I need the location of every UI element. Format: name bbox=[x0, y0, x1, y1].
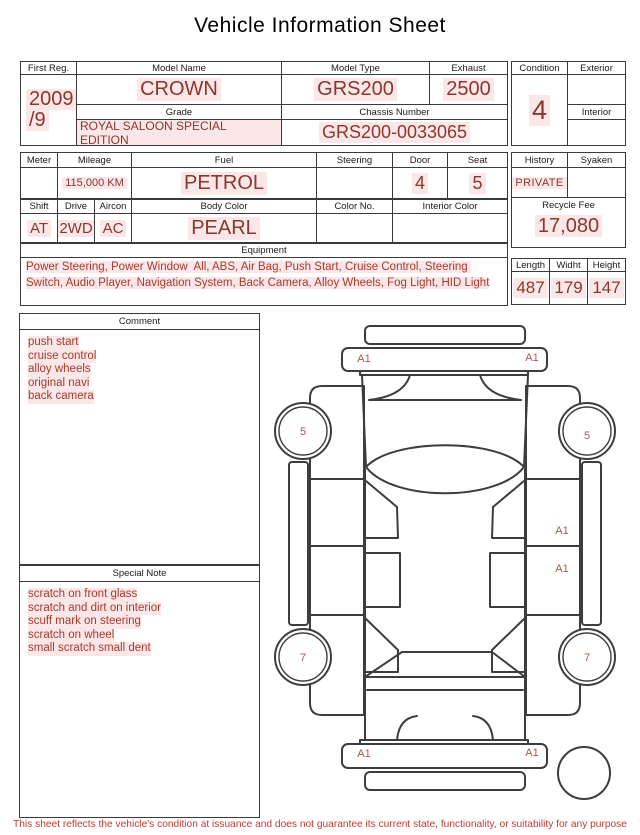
history-label: History bbox=[511, 152, 568, 168]
page-title: Vehicle Information Sheet bbox=[194, 14, 446, 37]
model-type-value: GRS200 bbox=[281, 74, 430, 105]
rear-window bbox=[365, 652, 525, 677]
special-note-line: scratch on front glass bbox=[28, 588, 138, 600]
body-color-value: PEARL bbox=[131, 213, 317, 243]
equipment-label: Equipment bbox=[20, 243, 508, 258]
first-reg-label: First Reg. bbox=[20, 61, 77, 75]
special-note-line: small scratch small dent bbox=[28, 642, 151, 654]
model-name-label: Model Name bbox=[76, 61, 282, 75]
aircon-value: AC bbox=[94, 213, 132, 243]
recycle-fee-box bbox=[511, 197, 626, 248]
chassis-value: GRS200-0033065 bbox=[281, 119, 508, 146]
front-seat-right bbox=[490, 553, 525, 607]
fuel-value: PETROL bbox=[131, 167, 317, 199]
seat-value: 5 bbox=[447, 167, 508, 199]
interior-value bbox=[567, 119, 626, 146]
front-seat-left bbox=[365, 553, 400, 607]
hood-cowl bbox=[369, 375, 521, 400]
rear-door-right bbox=[526, 546, 580, 615]
damage-label-front-bumper-left: A1 bbox=[357, 353, 371, 365]
comment-line: cruise control bbox=[28, 349, 97, 362]
height-label: Height bbox=[587, 258, 626, 272]
first-reg-month: /9 bbox=[26, 110, 49, 131]
front-door-left bbox=[310, 479, 364, 546]
body-sides bbox=[365, 469, 525, 740]
length-value: 487 bbox=[511, 271, 550, 305]
comment-line: alloy wheels bbox=[28, 363, 91, 375]
rear-door-left bbox=[310, 546, 364, 615]
damage-label-rear-wheel-right: 7 bbox=[583, 652, 591, 664]
model-name-value: CROWN bbox=[76, 74, 282, 105]
exterior-value bbox=[567, 74, 626, 105]
rear-bumper-bottom-strip bbox=[365, 772, 525, 790]
steering-value bbox=[316, 167, 393, 199]
c-pillars bbox=[365, 618, 525, 672]
rocker-panel-left bbox=[289, 462, 308, 625]
length-label: Length bbox=[511, 258, 550, 272]
a-pillars bbox=[365, 481, 525, 538]
syaken-label: Syaken bbox=[567, 152, 626, 168]
comment-text bbox=[20, 330, 259, 410]
damage-label-front-wheel-right: 5 bbox=[583, 430, 591, 442]
grade-label: Grade bbox=[76, 104, 282, 120]
height-value: 147 bbox=[587, 271, 626, 305]
special-note-text bbox=[20, 582, 259, 662]
damage-label-front-bumper-right: A1 bbox=[525, 352, 539, 364]
drive-value: 2WD bbox=[57, 213, 95, 243]
interior-label: Interior bbox=[567, 104, 626, 120]
damage-label-front-door-right: A1 bbox=[555, 525, 569, 537]
mileage-label: Mileage bbox=[57, 152, 132, 168]
width-label: Widht bbox=[549, 258, 588, 272]
damage-label-rear-wheel-left: 7 bbox=[299, 652, 307, 664]
first-reg-year: 2009 bbox=[26, 89, 77, 110]
front-bumper-top-strip bbox=[365, 326, 525, 344]
recycle-fee-value: 17,080 bbox=[512, 215, 625, 238]
fuel-label: Fuel bbox=[131, 152, 317, 168]
interior-color-value bbox=[392, 213, 508, 243]
front-bumper bbox=[342, 348, 547, 371]
damage-label-rear-door-right: A1 bbox=[555, 563, 569, 575]
syaken-value bbox=[567, 167, 626, 199]
car-damage-diagram bbox=[265, 312, 635, 812]
special-note-line: scratch on wheel bbox=[28, 628, 115, 641]
spare-tire bbox=[558, 747, 610, 799]
grade-value: ROYAL SALOON SPECIAL EDITION bbox=[76, 119, 282, 146]
equipment-box bbox=[20, 257, 508, 306]
special-note-box bbox=[19, 565, 260, 818]
chassis-label: Chassis Number bbox=[281, 104, 508, 120]
door-label: Door bbox=[392, 152, 448, 168]
drive-label: Drive bbox=[57, 199, 95, 214]
body-color-label: Body Color bbox=[131, 199, 317, 214]
comment-box bbox=[19, 313, 260, 565]
width-value: 179 bbox=[549, 271, 588, 305]
rocker-panel-right bbox=[582, 462, 601, 625]
color-no-value bbox=[316, 213, 393, 243]
comment-line: original navi bbox=[28, 376, 90, 389]
disclaimer-text: This sheet reflects the vehicle's condition at issuance and does not guarantee its current state, functionality, or suitability for any purpose bbox=[13, 819, 627, 830]
comment-label: Comment bbox=[20, 314, 259, 330]
seat-label: Seat bbox=[447, 152, 508, 168]
damage-label-rear-bumper-right: A1 bbox=[525, 747, 539, 759]
shift-label: Shift bbox=[20, 199, 58, 214]
shift-value: AT bbox=[20, 213, 58, 243]
special-note-line: scratch and dirt on interior bbox=[28, 601, 161, 614]
special-note-label: Special Note bbox=[20, 566, 259, 582]
recycle-fee-label: Recycle Fee bbox=[542, 200, 595, 211]
damage-label-front-wheel-left: 5 bbox=[299, 426, 307, 438]
special-note-line: scuff mark on steering bbox=[28, 615, 141, 627]
comment-line: push start bbox=[28, 336, 79, 348]
exhaust-label: Exhaust bbox=[429, 61, 508, 75]
damage-label-rear-bumper-left: A1 bbox=[357, 748, 371, 760]
interior-color-label: Interior Color bbox=[392, 199, 508, 214]
condition-label: Condition bbox=[511, 61, 568, 75]
mileage-value: 115,000 KM bbox=[57, 167, 132, 199]
door-value: 4 bbox=[392, 167, 448, 199]
history-value: PRIVATE bbox=[511, 167, 568, 199]
first-reg-value bbox=[20, 74, 77, 146]
windshield bbox=[366, 445, 524, 493]
trunk-wheel-arches bbox=[397, 716, 493, 740]
exterior-label: Exterior bbox=[567, 61, 626, 75]
rear-bumper bbox=[342, 744, 547, 768]
equipment-text: Power Steering, Power Window All, ABS, Air Bag, Push Start, Cruise Control, Steering Switch, Audio Player, Navigation System, Back Camera, Alloy Wheels, Fog Light, HID Light bbox=[26, 261, 490, 289]
front-door-right bbox=[526, 479, 580, 546]
color-no-label: Color No. bbox=[316, 199, 393, 214]
steering-label: Steering bbox=[316, 152, 393, 168]
model-type-label: Model Type bbox=[281, 61, 430, 75]
meter-value bbox=[20, 167, 58, 199]
aircon-label: Aircon bbox=[94, 199, 132, 214]
condition-value: 4 bbox=[511, 74, 568, 146]
comment-line: back camera bbox=[28, 390, 94, 402]
meter-label: Meter bbox=[20, 152, 58, 168]
exhaust-value: 2500 bbox=[429, 74, 508, 105]
